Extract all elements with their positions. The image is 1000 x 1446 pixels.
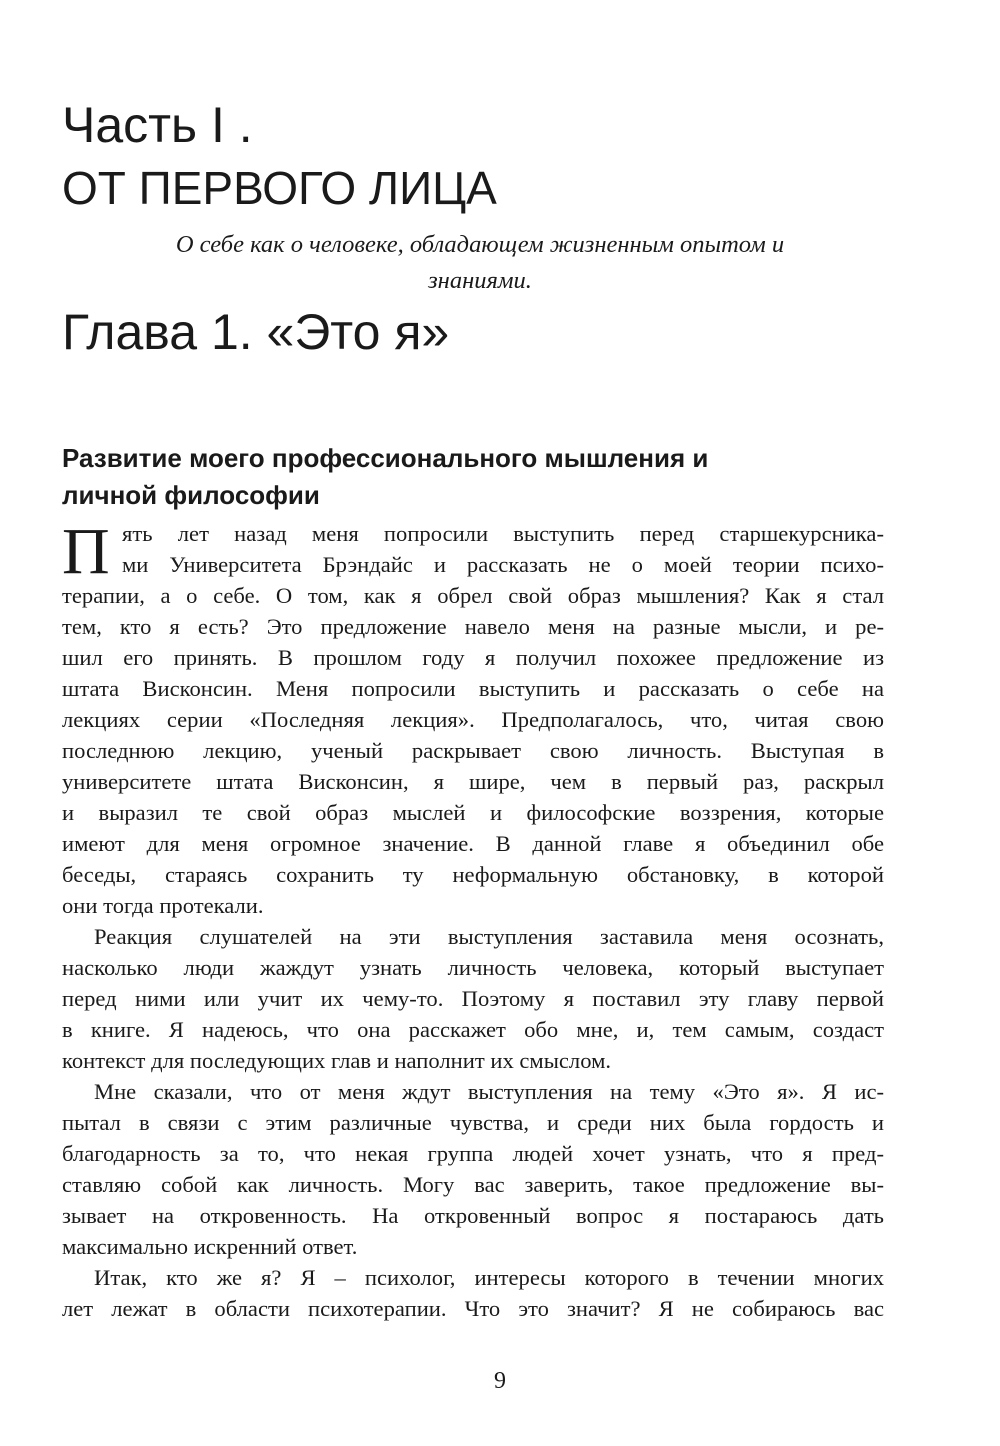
body-line: лет лежат в области психотерапии. Что это значит? Я не собираюсь вас: [62, 1296, 884, 1321]
body-line: Реакция слушателей на эти выступления заставила меня осознать,: [94, 924, 884, 949]
body-line: ять лет назад меня попросили выступить перед старшекурсника-: [122, 521, 884, 546]
chapter-title: Глава 1. «Это я»: [62, 304, 450, 360]
body-line: Итак, кто же я? Я – психолог, интересы которого в течении многих: [94, 1265, 884, 1290]
body-line: штата Висконсин. Меня попросили выступить и рассказать о себе на: [62, 676, 884, 701]
body-line: имеют для меня огромное значение. В данной главе я объединил обе: [62, 831, 884, 856]
body-line: зывает на откровенность. На откровенный вопрос я постараюсь дать: [62, 1203, 884, 1228]
body-line: контекст для последующих глав и наполнит их смыслом.: [62, 1048, 612, 1073]
body-line: они тогда протекали.: [62, 893, 264, 918]
body-line: перед ними или учит их чему-то. Поэтому я поставил эту главу первой: [62, 986, 884, 1011]
epigraph-line: знаниями.: [428, 267, 532, 294]
body-text: [62, 515, 884, 1324]
section-title: [62, 440, 882, 514]
body-line: тем, кто я есть? Это предложение навело меня на разные мысли, и ре-: [62, 614, 884, 639]
body-line: максимально искренний ответ.: [62, 1234, 358, 1259]
body-line: шил его принять. В прошлом году я получил похожее предложение из: [62, 645, 884, 670]
body-line: Мне сказали, что от меня ждут выступления на тему «Это я». Я ис-: [94, 1079, 884, 1104]
drop-cap: П: [62, 515, 110, 588]
body-line: терапии, а о себе. О том, как я обрел свой образ мышления? Как я стал: [62, 583, 884, 608]
body-line: ми Университета Брэндайс и рассказать не о моей теории психо-: [122, 552, 884, 577]
body-line: насколько люди жаждут узнать личность человека, который выступает: [62, 955, 884, 980]
section-title-line: Развитие моего профессионального мышления и: [62, 443, 709, 473]
part-title: Часть I .: [62, 97, 253, 153]
body-line: последнюю лекцию, ученый раскрывает свою личность. Выступая в: [62, 738, 884, 763]
part-subtitle: ОТ ПЕРВОГО ЛИЦА: [62, 162, 497, 214]
body-line: университете штата Висконсин, я шире, чем в первый раз, раскрыл: [62, 769, 884, 794]
body-line: в книге. Я надеюсь, что она расскажет обо мне, и, тем самым, создаст: [62, 1017, 884, 1042]
body-line: пытал в связи с этим различные чувства, и среди них была гордость и: [62, 1110, 884, 1135]
body-line: беседы, стараясь сохранить ту неформальную обстановку, в которой: [62, 862, 884, 887]
epigraph: [100, 227, 860, 299]
body-line: лекциях серии «Последняя лекция». Предполагалось, что, читая свою: [62, 707, 884, 732]
page-number: 9: [494, 1368, 506, 1394]
body-line: благодарность за то, что некая группа людей хочет узнать, что я пред-: [62, 1141, 884, 1166]
body-line: и выразил те свой образ мыслей и философские воззрения, которые: [62, 800, 884, 825]
body-line: ставляю собой как личность. Могу вас заверить, такое предложение вы-: [62, 1172, 884, 1197]
section-title-line: личной философии: [62, 480, 320, 510]
epigraph-line: О себе как о человеке, обладающем жизненным опытом и: [175, 231, 785, 258]
